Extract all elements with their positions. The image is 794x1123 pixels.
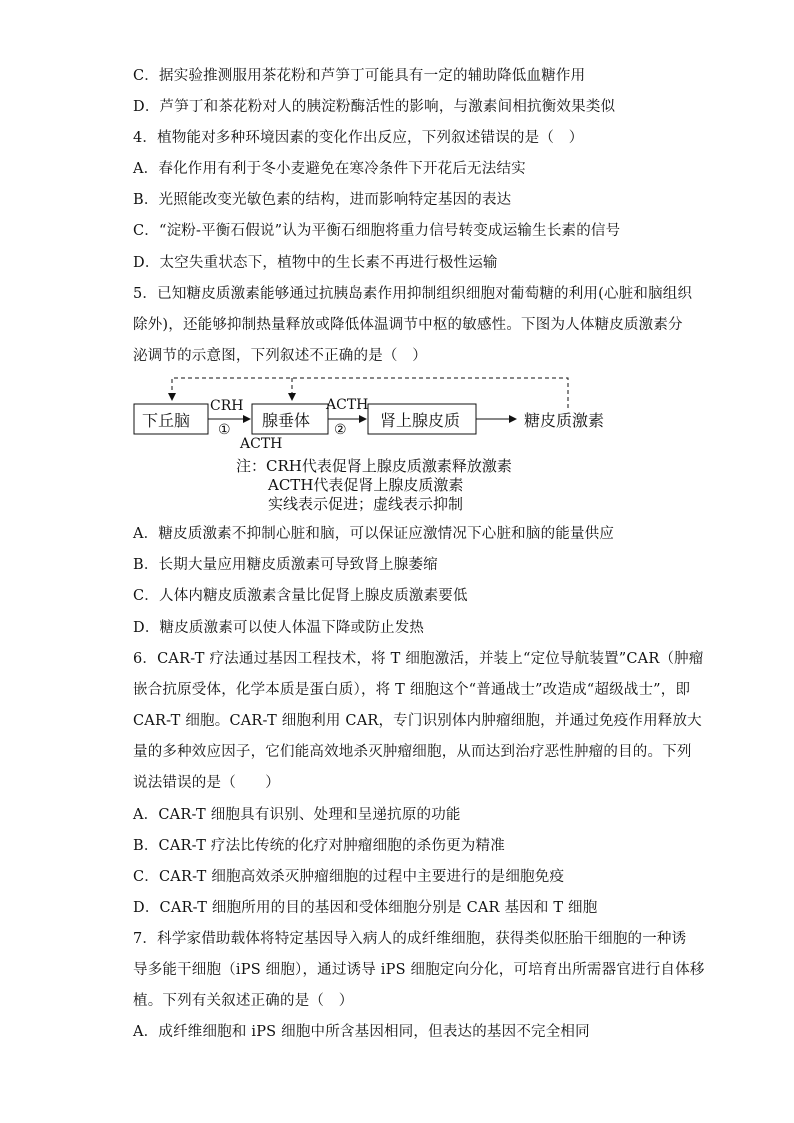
label-pituitary: 腺垂体 xyxy=(262,411,311,430)
q6-stem-line-1: 6．CAR-T 疗法通过基因工程技术，将 T 细胞激活，并装上“定位导航装置”CAR（肿瘤 xyxy=(133,651,704,667)
q6-stem-line-2: 嵌合抗原受体，化学本质是蛋白质），将 T 细胞这个“普通战士”改造成“超级战士”，即 xyxy=(133,682,691,698)
q6-option-d: D．CAR-T 细胞所用的目的基因和受体细胞分别是 CAR 基因和 T 细胞 xyxy=(133,900,598,916)
label-crh: CRH xyxy=(210,398,244,414)
q5-option-b: B．长期大量应用糖皮质激素可导致肾上腺萎缩 xyxy=(133,557,438,573)
q5-stem-line-3: 泌调节的示意图，下列叙述不正确的是（ ） xyxy=(133,348,427,364)
label-hypothalamus: 下丘脑 xyxy=(142,411,191,430)
q6-stem-line-3: CAR-T 细胞。CAR-T 细胞利用 CAR，专门识别体内肿瘤细胞，并通过免疫作用释放大 xyxy=(133,713,702,729)
q4-option-a: A．春化作用有利于冬小麦避免在寒冷条件下开花后无法结实 xyxy=(133,161,526,177)
q7-option-a: A．成纤维细胞和 iPS 细胞中所含基因相同，但表达的基因不完全相同 xyxy=(133,1024,590,1040)
q6-stem-line-4: 量的多种效应因子，它们能高效地杀灭肿瘤细胞，从而达到治疗恶性肿瘤的目的。下列 xyxy=(133,744,692,760)
q5-stem-line-2: 除外)，还能够抑制热量释放或降低体温调节中枢的敏感性。下图为人体糖皮质激素分 xyxy=(133,317,683,333)
label-glucocorticoid: 糖皮质激素 xyxy=(524,411,605,430)
q5-option-d: D．糖皮质激素可以使人体温下降或防止发热 xyxy=(133,620,425,636)
hormone-regulation-diagram xyxy=(120,370,680,520)
q3-option-c: C．据实验推测服用茶花粉和芦笋丁可能具有一定的辅助降低血糖作用 xyxy=(133,68,586,84)
q4-option-b: B．光照能改变光敏色素的结构，进而影响特定基因的表达 xyxy=(133,192,512,208)
label-acth-top: ACTH xyxy=(326,397,369,413)
label-step-1: ① xyxy=(218,422,231,438)
q4-option-d: D．太空失重状态下，植物中的生长素不再进行极性运输 xyxy=(133,255,498,271)
q7-stem-line-2: 导多能干细胞（iPS 细胞），通过诱导 iPS 细胞定向分化，可培育出所需器官进行自体移 xyxy=(133,962,705,978)
q4-option-c: C．“淀粉-平衡石假说”认为平衡石细胞将重力信号转变成运输生长素的信号 xyxy=(133,223,621,239)
label-acth-bottom: ACTH xyxy=(240,436,283,452)
label-adrenal-cortex: 肾上腺皮质 xyxy=(380,411,461,430)
q6-option-c: C．CAR-T 细胞高效杀灭肿瘤细胞的过程中主要进行的是细胞免疫 xyxy=(133,869,565,885)
q6-option-b: B．CAR-T 疗法比传统的化疗对肿瘤细胞的杀伤更为精准 xyxy=(133,838,505,854)
q7-stem-line-1: 7．科学家借助载体将特定基因导入病人的成纤维细胞，获得类似胚胎干细胞的一种诱 xyxy=(133,931,687,947)
label-step-2: ② xyxy=(334,422,347,438)
note-line-3: 实线表示促进；虚线表示抑制 xyxy=(268,495,464,513)
q4-stem: 4．植物能对多种环境因素的变化作出反应，下列叙述错误的是（ ） xyxy=(133,130,584,146)
q3-option-d: D．芦笋丁和茶花粉对人的胰淀粉酶活性的影响，与激素间相抗衡效果类似 xyxy=(133,99,616,115)
q6-stem-line-5: 说法错误的是（ ） xyxy=(133,775,280,791)
q5-option-c: C．人体内糖皮质激素含量比促肾上腺皮质激素要低 xyxy=(133,588,468,604)
q6-option-a: A．CAR-T 细胞具有识别、处理和呈递抗原的功能 xyxy=(133,807,461,823)
q5-stem-line-1: 5．已知糖皮质激素能够通过抗胰岛素作用抑制组织细胞对葡萄糖的利用(心脏和脑组织 xyxy=(133,286,693,302)
q7-stem-line-3: 植。下列有关叙述正确的是（ ） xyxy=(133,993,354,1009)
q5-option-a: A．糖皮质激素不抑制心脏和脑，可以保证应激情况下心脏和脑的能量供应 xyxy=(133,526,615,542)
note-line-1: 注：CRH代表促肾上腺皮质激素释放激素 xyxy=(236,457,512,475)
note-line-2: ACTH代表促肾上腺皮质激素 xyxy=(268,476,464,494)
